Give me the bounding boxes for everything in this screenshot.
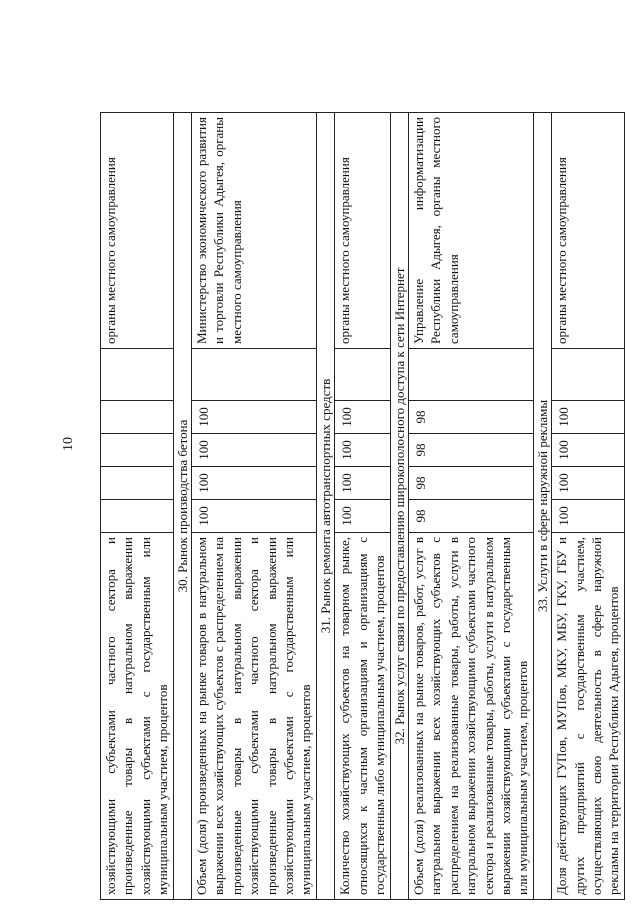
indicator-row [335, 113, 390, 900]
value-cell: 98 [408, 434, 533, 467]
value-cell: 100 [335, 401, 390, 434]
section-title: 31. Рынок ремонта автотранспортных средств [316, 113, 334, 900]
indicator-cell: Количество хозяйствующих субъектов на товарном рынке, относящихся к частным организациям и организациям с государственным либо муниципальным участием, процентов [335, 533, 390, 900]
value-cell [101, 500, 174, 533]
value-cell [192, 349, 317, 401]
responsible-cell: органы местного самоуправления [552, 113, 625, 349]
value-cell: 100 [335, 434, 390, 467]
value-cell [335, 349, 390, 401]
indicator-row [192, 113, 317, 900]
value-cell: 100 [552, 434, 625, 467]
responsible-cell: органы местного самоуправления [335, 113, 390, 349]
value-cell: 100 [552, 500, 625, 533]
responsible-cell: Управление информатизации Республики Адыгея, органы местного самоуправления [408, 113, 533, 349]
value-cell [101, 349, 174, 401]
section-title: 32. Рынок услуг связи по предоставлению широкополосного доступа к сети Интернет [390, 113, 408, 900]
indicator-cell: Объем (доля) произведенных на рынке товаров в натуральном выражении всех хозяйствующих субъектов с распределением на произведенные товары в натуральном выражении хозяйствующими субъектами частного сектора и произведенные товары в натуральном выражении хозяйствующими субъектами с государственным или муниципальным участием, процентов [192, 533, 317, 900]
value-cell [408, 349, 533, 401]
page-number: 10 [61, 437, 76, 451]
value-cell: 100 [192, 401, 317, 434]
value-cell: 98 [408, 401, 533, 434]
indicator-cell: хозяйствующими субъектами частного сектора и произведенные товары в натуральном выражении хозяйствующими субъектами с государственным или муниципальным участием, процентов [101, 533, 174, 900]
indicator-cell: Объем (доля) реализованных на рынке товаров, работ, услуг в натуральном выражении всех хозяйствующих субъектов с распределением на реализованные товары, работы, услуги в натуральном выражении хозяйствующими субъектами частного сектора и реализованные товары, работы, услуги в натуральном выражении хозяйствующими субъектами с государственным или муниципальным участием, процентов [408, 533, 533, 900]
indicators-table [100, 112, 625, 900]
value-cell: 100 [192, 467, 317, 500]
value-cell: 100 [552, 401, 625, 434]
rotated-page [100, 113, 625, 900]
value-cell: 100 [335, 467, 390, 500]
value-cell: 100 [192, 434, 317, 467]
value-cell [101, 467, 174, 500]
value-cell [101, 434, 174, 467]
indicator-cell: Доля действующих ГУПов, МУПов, МКУ, МБУ, ГКУ, ГБУ и других предприятий с государственным участием, осуществляющих свою деятельность в сфере наружной рекламы на территории Республики Адыгея, процентов [552, 533, 625, 900]
value-cell: 98 [408, 467, 533, 500]
value-cell: 100 [335, 500, 390, 533]
section-header-row [533, 113, 551, 900]
indicators-table-body [101, 113, 625, 900]
responsible-cell: Министерство экономического развития и торговли Республики Адыгея, органы местного самоуправления [192, 113, 317, 349]
section-header-row [173, 113, 191, 900]
value-cell: 100 [552, 467, 625, 500]
section-title: 30. Рынок производства бетона [173, 113, 191, 900]
indicator-row [408, 113, 533, 900]
section-header-row [316, 113, 334, 900]
value-cell [101, 401, 174, 434]
value-cell: 100 [192, 500, 317, 533]
value-cell: 98 [408, 500, 533, 533]
section-title: 33. Услуги в сфере наружной рекламы [533, 113, 551, 900]
value-cell [552, 349, 625, 401]
indicator-row [101, 113, 174, 900]
responsible-cell: органы местного самоуправления [101, 113, 174, 349]
section-header-row [390, 113, 408, 900]
indicator-row [552, 113, 625, 900]
